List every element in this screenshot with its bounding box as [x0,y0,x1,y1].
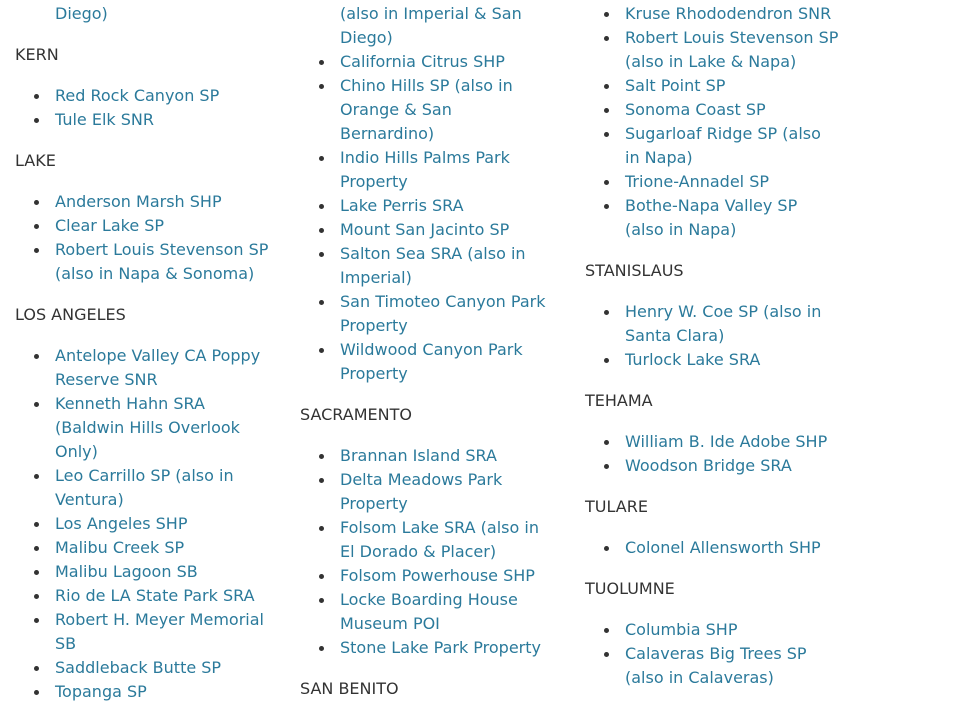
park-link[interactable]: Stone Lake Park Property [340,638,541,657]
county-heading: TULARE [585,497,648,516]
park-link[interactable]: Salton Sea SRA (also in Imperial) [340,244,526,287]
park-list-item [55,464,270,512]
park-list-item [55,214,270,238]
park-list-item [625,74,840,98]
park-list-item [625,170,840,194]
park-list-item [625,348,840,372]
park-list [585,300,840,372]
park-link[interactable]: Henry W. Coe SP (also in Santa Clara) [625,302,822,345]
park-link[interactable]: Brannan Island SRA [340,446,497,465]
column-1 [15,0,270,704]
park-list-item [625,642,840,690]
park-link[interactable]: San Timoteo Canyon Park Property [340,292,546,335]
park-list-item [55,344,270,392]
park-list-item [625,618,840,642]
park-link[interactable]: Rio de LA State Park SRA [55,586,255,605]
county-heading: STANISLAUS [585,261,684,280]
park-list-item [625,26,840,74]
county-heading: TEHAMA [585,391,653,410]
park-list-item [340,290,550,338]
park-link[interactable]: (also in Imperial & San Diego) [340,4,522,47]
county-heading: SAN BENITO [300,679,399,698]
park-link[interactable]: Bothe-Napa Valley SP (also in Napa) [625,196,798,239]
park-link[interactable]: Calaveras Big Trees SP (also in Calaveras) [625,644,807,687]
park-list [15,190,270,286]
park-list-item [55,656,270,680]
park-link[interactable]: Indio Hills Palms Park Property [340,148,510,191]
park-link[interactable]: Sugarloaf Ridge SP (also in Napa) [625,124,821,167]
park-list [585,0,840,242]
park-list-item [340,516,550,564]
park-link[interactable]: Kenneth Hahn SRA (Baldwin Hills Overlook Only) [55,394,240,461]
park-list-item [340,564,550,588]
park-link[interactable]: Topanga SP [55,682,147,701]
park-link[interactable]: Folsom Powerhouse SHP [340,566,535,585]
park-list-item [625,430,840,454]
park-link[interactable]: William B. Ide Adobe SHP [625,432,828,451]
park-list-item [55,680,270,704]
park-list-item [625,300,840,348]
county-heading: LAKE [15,151,56,170]
park-list-item [340,468,550,516]
park-link[interactable]: Robert Louis Stevenson SP (also in Lake & Napa) [625,28,839,71]
county-heading: TUOLUMNE [585,579,675,598]
park-link[interactable]: California Citrus SHP [340,52,505,71]
park-link[interactable]: Leo Carrillo SP (also in Ventura) [55,466,234,509]
park-list-item [55,84,270,108]
park-link[interactable]: Delta Meadows Park Property [340,470,503,513]
park-link[interactable]: Lake Perris SRA [340,196,464,215]
park-list-item [55,584,270,608]
county-heading: LOS ANGELES [15,305,126,324]
park-link[interactable]: Chino Hills SP (also in Orange & San Bernardino) [340,76,513,143]
park-list-item [625,98,840,122]
park-link[interactable]: Tule Elk SNR [55,110,155,129]
park-link[interactable]: Robert H. Meyer Memorial SB [55,610,264,653]
park-list-item [55,190,270,214]
park-list-item [340,74,550,146]
park-list [585,618,840,690]
park-link[interactable]: Diego) [55,4,108,23]
park-list-item [625,194,840,242]
park-list [300,444,550,660]
park-link[interactable]: Columbia SHP [625,620,738,639]
park-list-item [55,392,270,464]
park-list-item [625,122,840,170]
park-link[interactable]: Trione-Annadel SP [625,172,770,191]
park-link[interactable]: Woodson Bridge SRA [625,456,792,475]
park-list-item [340,444,550,468]
park-link[interactable]: Malibu Lagoon SB [55,562,198,581]
park-list-item [55,238,270,286]
park-list-item [340,50,550,74]
park-list [15,0,270,26]
park-list-item [55,0,270,26]
park-list-item [340,0,550,50]
park-list-item [625,454,840,478]
park-list-item [625,536,840,560]
park-link[interactable]: Clear Lake SP [55,216,165,235]
park-list [300,0,550,386]
park-link[interactable]: Anderson Marsh SHP [55,192,222,211]
park-list-item [340,588,550,636]
park-list-item [55,536,270,560]
park-list-item [55,108,270,132]
park-list-item [340,338,550,386]
park-list [585,536,840,560]
park-list-item [625,2,840,26]
park-list-item [55,512,270,536]
park-link[interactable]: Sonoma Coast SP [625,100,766,119]
county-heading: SACRAMENTO [300,405,412,424]
park-link[interactable]: Saddleback Butte SP [55,658,222,677]
park-link[interactable]: Robert Louis Stevenson SP (also in Napa & Sonoma) [55,240,269,283]
column-3 [585,0,840,690]
park-list-item [55,608,270,656]
park-link[interactable]: Red Rock Canyon SP [55,86,220,105]
park-link[interactable]: Colonel Allensworth SHP [625,538,821,557]
park-list-item [340,194,550,218]
park-list [585,430,840,478]
park-list-item [340,146,550,194]
park-list-item [55,560,270,584]
park-link[interactable]: Turlock Lake SRA [625,350,761,369]
park-link[interactable]: Malibu Creek SP [55,538,185,557]
park-list [15,84,270,132]
park-link[interactable]: Wildwood Canyon Park Property [340,340,523,383]
park-link[interactable]: Antelope Valley CA Poppy Reserve SNR [55,346,261,389]
county-heading: KERN [15,45,59,64]
park-link[interactable]: Folsom Lake SRA (also in El Dorado & Placer) [340,518,539,561]
park-link[interactable]: Salt Point SP [625,76,726,95]
park-link[interactable]: Mount San Jacinto SP [340,220,510,239]
park-list-item [340,636,550,660]
column-2 [300,0,550,718]
park-link[interactable]: Locke Boarding House Museum POI [340,590,518,633]
park-list-item [340,242,550,290]
park-link[interactable]: Kruse Rhododendron SNR [625,4,832,23]
park-list [15,344,270,704]
park-list-item [340,218,550,242]
park-link[interactable]: Los Angeles SHP [55,514,188,533]
